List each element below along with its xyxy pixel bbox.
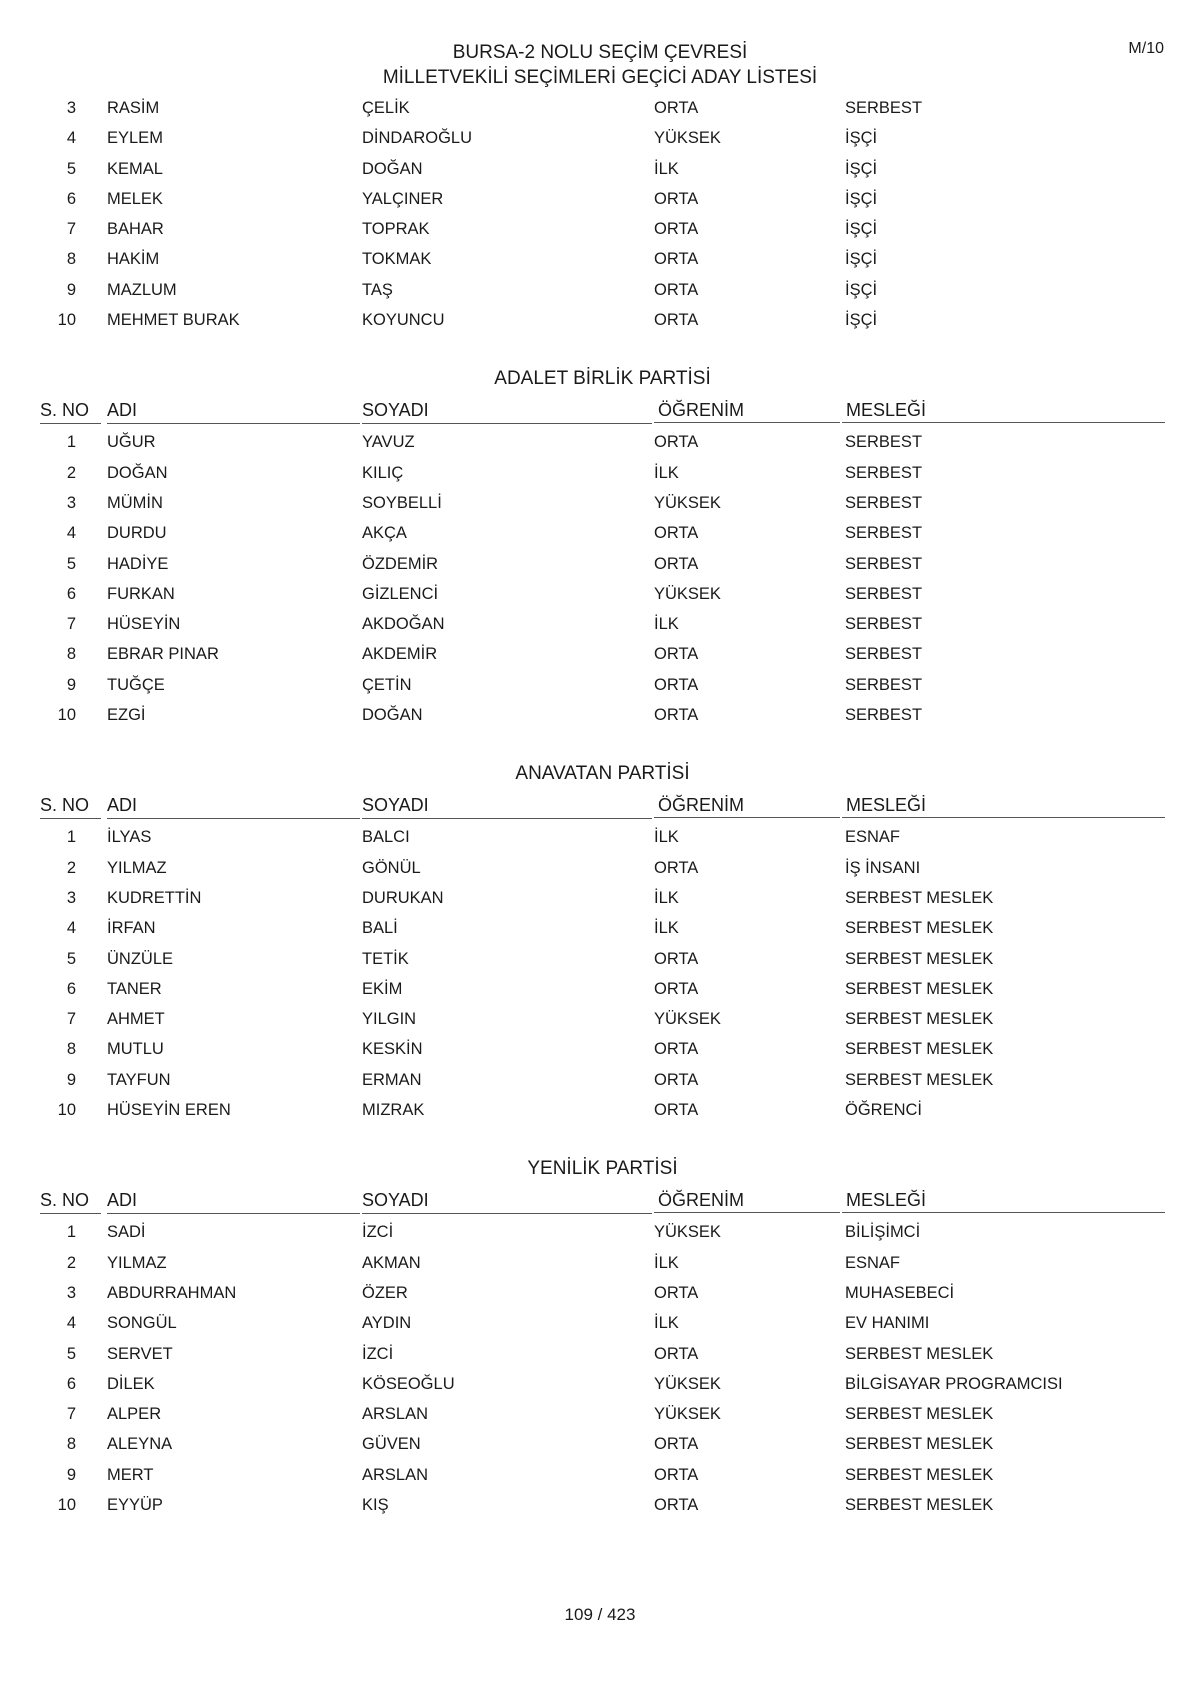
column-header-ad: ADI	[107, 1186, 360, 1214]
cell-meslek: EV HANIMI	[845, 1314, 930, 1333]
cell-soyad: İZCİ	[362, 1223, 394, 1242]
cell-soyad: İZCİ	[362, 1344, 394, 1363]
column-header-no: S. NO	[40, 791, 101, 819]
cell-no: 1	[66, 433, 76, 452]
cell-meslek: SERBEST MESLEK	[845, 949, 994, 968]
table-row	[40, 275, 1165, 305]
page-number: 109 / 423	[564, 1605, 636, 1624]
cell-meslek: İŞÇİ	[845, 129, 878, 148]
cell-ogrenim: İLK	[654, 888, 679, 907]
cell-ogrenim: ORTA	[654, 979, 699, 998]
cell-no: 3	[66, 99, 76, 117]
cell-ogrenim: ORTA	[654, 675, 699, 694]
cell-no: 7	[66, 615, 76, 634]
cell-no: 5	[66, 554, 76, 573]
cell-ad: ALEYNA	[107, 1435, 173, 1454]
cell-soyad: YAVUZ	[362, 433, 415, 452]
cell-ad: BAHAR	[107, 220, 164, 239]
candidate-list	[40, 93, 1165, 1520]
cell-no: 9	[66, 1465, 76, 1484]
cell-meslek: SERBEST	[845, 584, 923, 603]
cell-no: 9	[66, 1070, 76, 1089]
cell-no: 8	[66, 1435, 76, 1454]
cell-ogrenim: İLK	[654, 1314, 679, 1333]
cell-ogrenim: YÜKSEK	[654, 584, 721, 603]
cell-meslek: SERBEST MESLEK	[845, 1344, 994, 1363]
cell-meslek: İŞÇİ	[845, 159, 878, 178]
cell-ad: TUĞÇE	[107, 675, 165, 694]
cell-meslek: ESNAF	[845, 828, 901, 847]
cell-ad: EYYÜP	[107, 1495, 163, 1514]
table-row	[40, 488, 1165, 518]
cell-ad: HAKİM	[107, 250, 160, 269]
cell-meslek: MUHASEBECİ	[845, 1283, 955, 1302]
cell-no: 4	[66, 129, 76, 148]
table-row	[40, 1490, 1165, 1520]
cell-soyad: YALÇINER	[362, 189, 444, 208]
cell-meslek: SERBEST MESLEK	[845, 1435, 994, 1454]
cell-ogrenim: ORTA	[654, 1101, 699, 1120]
cell-ogrenim: ORTA	[654, 949, 699, 968]
cell-no: 3	[66, 1283, 76, 1302]
table-row	[40, 1399, 1165, 1429]
table-row	[40, 1278, 1165, 1308]
cell-soyad: ARSLAN	[362, 1405, 429, 1424]
column-header-soyad: SOYADI	[362, 1186, 652, 1214]
cell-no: 5	[66, 949, 76, 968]
table-row	[40, 1460, 1165, 1490]
table-row	[40, 1248, 1165, 1278]
cell-soyad: KESKİN	[362, 1040, 423, 1059]
cell-no: 3	[66, 493, 76, 512]
cell-ogrenim: ORTA	[654, 189, 699, 208]
cell-ad: DİLEK	[107, 1374, 155, 1393]
table-header	[40, 1186, 1165, 1217]
cell-meslek: SERBEST	[845, 524, 923, 543]
cell-meslek: SERBEST MESLEK	[845, 888, 994, 907]
table-row	[40, 1004, 1165, 1034]
cell-ogrenim: İLK	[654, 159, 679, 178]
cell-meslek: İŞ İNSANI	[845, 858, 921, 877]
cell-soyad: SOYBELLİ	[362, 493, 442, 512]
page-code: M/10	[1128, 40, 1164, 57]
cell-ogrenim: YÜKSEK	[654, 1374, 721, 1393]
table-row	[40, 670, 1165, 700]
cell-meslek: SERBEST	[845, 99, 923, 117]
cell-ad: İRFAN	[107, 919, 156, 938]
cell-ad: ÜNZÜLE	[107, 949, 174, 968]
table-row	[40, 853, 1165, 883]
table-row	[40, 609, 1165, 639]
cell-ad: ABDURRAHMAN	[107, 1283, 237, 1302]
cell-ad: ALPER	[107, 1405, 162, 1424]
cell-no: 7	[66, 1010, 76, 1029]
cell-no: 8	[66, 250, 76, 269]
cell-meslek: SERBEST MESLEK	[845, 1465, 994, 1484]
cell-ad: YILMAZ	[107, 1253, 167, 1272]
table-row	[40, 639, 1165, 669]
table-header	[40, 396, 1165, 427]
cell-soyad: BALİ	[362, 919, 398, 938]
cell-meslek: SERBEST MESLEK	[845, 1010, 994, 1029]
cell-meslek: SERBEST MESLEK	[845, 1040, 994, 1059]
table-row	[40, 883, 1165, 913]
table-row	[40, 305, 1165, 335]
cell-no: 8	[66, 645, 76, 664]
column-header-ogrenim: ÖĞRENİM	[654, 396, 840, 423]
cell-soyad: AKDOĞAN	[362, 615, 445, 634]
cell-no: 6	[66, 584, 76, 603]
cell-soyad: BALCI	[362, 828, 410, 847]
cell-soyad: DURUKAN	[362, 888, 444, 907]
cell-meslek: SERBEST	[845, 675, 923, 694]
cell-ogrenim: ORTA	[654, 706, 699, 725]
party-title: ANAVATAN PARTİSİ	[515, 763, 690, 785]
cell-no: 4	[66, 1314, 76, 1333]
cell-ad: SERVET	[107, 1344, 173, 1363]
cell-meslek: SERBEST MESLEK	[845, 1070, 994, 1089]
cell-soyad: DOĞAN	[362, 706, 423, 725]
cell-ogrenim: İLK	[654, 828, 679, 847]
table-row	[40, 1034, 1165, 1064]
cell-ad: İLYAS	[107, 828, 152, 847]
cell-no: 2	[66, 463, 76, 482]
cell-soyad: DOĞAN	[362, 159, 423, 178]
table-header	[40, 791, 1165, 822]
cell-ad: EBRAR PINAR	[107, 645, 219, 664]
cell-ogrenim: YÜKSEK	[654, 1010, 721, 1029]
table-row	[40, 518, 1165, 548]
column-header-no: S. NO	[40, 1186, 101, 1214]
document-title-line-2: MİLLETVEKİLİ SEÇİMLERİ GEÇİCİ ADAY LİSTESİ	[382, 67, 818, 88]
cell-no: 5	[66, 159, 76, 178]
cell-ad: MEHMET BURAK	[107, 311, 240, 330]
cell-ogrenim: ORTA	[654, 311, 699, 330]
cell-no: 10	[57, 1101, 76, 1120]
cell-soyad: KIŞ	[362, 1495, 389, 1514]
cell-ogrenim: YÜKSEK	[654, 493, 721, 512]
table-row	[40, 427, 1165, 457]
cell-no: 6	[66, 1374, 76, 1393]
column-header-ogrenim: ÖĞRENİM	[654, 791, 840, 818]
table-row	[40, 123, 1165, 153]
cell-ogrenim: YÜKSEK	[654, 1223, 721, 1242]
document-title-line-1: BURSA-2 NOLU SEÇİM ÇEVRESİ	[452, 42, 748, 63]
table-row	[40, 154, 1165, 184]
cell-meslek: SERBEST	[845, 706, 923, 725]
column-header-no: S. NO	[40, 396, 101, 424]
cell-soyad: KOYUNCU	[362, 311, 445, 330]
cell-soyad: EKİM	[362, 979, 403, 998]
cell-ogrenim: ORTA	[654, 1465, 699, 1484]
cell-no: 7	[66, 220, 76, 239]
cell-no: 5	[66, 1344, 76, 1363]
table-row	[40, 1217, 1165, 1247]
cell-soyad: TAŞ	[362, 280, 393, 299]
cell-ad: HADİYE	[107, 554, 169, 573]
cell-ogrenim: ORTA	[654, 220, 699, 239]
cell-meslek: İŞÇİ	[845, 220, 878, 239]
table-row	[40, 700, 1165, 730]
cell-ad: SADİ	[107, 1223, 146, 1242]
cell-soyad: GİZLENCİ	[362, 584, 439, 603]
cell-no: 4	[66, 524, 76, 543]
cell-ad: KEMAL	[107, 159, 163, 178]
cell-ad: DOĞAN	[107, 463, 168, 482]
table-row	[40, 214, 1165, 244]
cell-meslek: İŞÇİ	[845, 280, 878, 299]
cell-meslek: SERBEST	[845, 463, 923, 482]
cell-ogrenim: ORTA	[654, 1283, 699, 1302]
cell-ogrenim: ORTA	[654, 1435, 699, 1454]
cell-ad: DURDU	[107, 524, 167, 543]
cell-ad: MELEK	[107, 189, 163, 208]
column-header-ad: ADI	[107, 791, 360, 819]
cell-meslek: SERBEST	[845, 433, 923, 452]
cell-soyad: ÇETİN	[362, 675, 412, 694]
cell-soyad: DİNDAROĞLU	[362, 129, 473, 148]
cell-meslek: BİLİŞİMCİ	[845, 1223, 921, 1242]
table-row	[40, 1308, 1165, 1338]
cell-ad: EYLEM	[107, 129, 163, 148]
cell-meslek: SERBEST	[845, 554, 923, 573]
column-header-soyad: SOYADI	[362, 791, 652, 819]
cell-ogrenim: ORTA	[654, 250, 699, 269]
table-row	[40, 93, 1165, 123]
cell-meslek: SERBEST MESLEK	[845, 1495, 994, 1514]
cell-no: 2	[66, 1253, 76, 1272]
cell-no: 10	[57, 1495, 76, 1514]
table-row	[40, 913, 1165, 943]
cell-no: 10	[57, 706, 76, 725]
cell-ogrenim: İLK	[654, 615, 679, 634]
cell-ogrenim: ORTA	[654, 1070, 699, 1089]
cell-ogrenim: ORTA	[654, 858, 699, 877]
cell-no: 4	[66, 919, 76, 938]
cell-ad: MERT	[107, 1465, 154, 1484]
cell-ogrenim: YÜKSEK	[654, 1405, 721, 1424]
cell-soyad: ERMAN	[362, 1070, 422, 1089]
cell-ogrenim: ORTA	[654, 554, 699, 573]
cell-soyad: ÖZDEMİR	[362, 554, 439, 573]
cell-ad: RASİM	[107, 99, 160, 117]
table-row	[40, 1095, 1165, 1125]
column-header-meslek: MESLEĞİ	[842, 396, 1165, 423]
cell-ad: KUDRETTİN	[107, 888, 202, 907]
page-header	[0, 40, 1200, 90]
cell-no: 6	[66, 979, 76, 998]
cell-meslek: SERBEST MESLEK	[845, 1405, 994, 1424]
cell-no: 2	[66, 858, 76, 877]
cell-ad: SONGÜL	[107, 1314, 177, 1333]
cell-ad: MÜMİN	[107, 493, 163, 512]
cell-ogrenim: ORTA	[654, 1495, 699, 1514]
cell-ad: TAYFUN	[107, 1070, 171, 1089]
cell-meslek: İŞÇİ	[845, 189, 878, 208]
cell-ogrenim: ORTA	[654, 1344, 699, 1363]
cell-soyad: AYDIN	[362, 1314, 412, 1333]
cell-meslek: İŞÇİ	[845, 250, 878, 269]
column-header-soyad: SOYADI	[362, 396, 652, 424]
cell-soyad: YILGIN	[362, 1010, 417, 1029]
cell-soyad: GÜVEN	[362, 1435, 421, 1454]
cell-soyad: TETİK	[362, 949, 409, 968]
cell-ad: MUTLU	[107, 1040, 164, 1059]
cell-ad: TANER	[107, 979, 162, 998]
cell-meslek: İŞÇİ	[845, 311, 878, 330]
cell-soyad: AKÇA	[362, 524, 407, 543]
table-row	[40, 944, 1165, 974]
table-row	[40, 244, 1165, 274]
cell-soyad: TOKMAK	[362, 250, 432, 269]
cell-no: 6	[66, 189, 76, 208]
cell-no: 7	[66, 1405, 76, 1424]
cell-no: 3	[66, 888, 76, 907]
cell-ogrenim: ORTA	[654, 280, 699, 299]
cell-ad: FURKAN	[107, 584, 175, 603]
cell-ogrenim: ORTA	[654, 99, 699, 117]
cell-soyad: GÖNÜL	[362, 858, 421, 877]
cell-no: 1	[66, 828, 76, 847]
cell-soyad: MIZRAK	[362, 1101, 425, 1120]
cell-ogrenim: İLK	[654, 463, 679, 482]
cell-meslek: SERBEST	[845, 615, 923, 634]
party-title: YENİLİK PARTİSİ	[527, 1158, 678, 1180]
cell-ad: AHMET	[107, 1010, 165, 1029]
cell-no: 9	[66, 280, 76, 299]
table-row	[40, 974, 1165, 1004]
cell-soyad: TOPRAK	[362, 220, 430, 239]
cell-meslek: SERBEST MESLEK	[845, 919, 994, 938]
party-title: ADALET BİRLİK PARTİSİ	[494, 368, 711, 390]
cell-meslek: ÖĞRENCİ	[845, 1101, 923, 1120]
cell-meslek: SERBEST	[845, 493, 923, 512]
cell-ad: MAZLUM	[107, 280, 177, 299]
cell-ogrenim: İLK	[654, 919, 679, 938]
cell-ogrenim: ORTA	[654, 645, 699, 664]
cell-soyad: ÖZER	[362, 1283, 408, 1302]
table-row	[40, 1339, 1165, 1369]
column-header-ogrenim: ÖĞRENİM	[654, 1186, 840, 1213]
cell-no: 10	[57, 311, 76, 330]
cell-no: 8	[66, 1040, 76, 1059]
cell-ogrenim: ORTA	[654, 433, 699, 452]
cell-no: 1	[66, 1223, 76, 1242]
table-row	[40, 822, 1165, 852]
cell-no: 9	[66, 675, 76, 694]
table-row	[40, 184, 1165, 214]
cell-ogrenim: İLK	[654, 1253, 679, 1272]
cell-soyad: KILIÇ	[362, 463, 404, 482]
cell-meslek: BİLGİSAYAR PROGRAMCISI	[845, 1374, 1063, 1393]
table-row	[40, 579, 1165, 609]
cell-soyad: KÖSEOĞLU	[362, 1374, 455, 1393]
cell-ad: HÜSEYİN EREN	[107, 1101, 231, 1120]
cell-ad: HÜSEYİN	[107, 615, 181, 634]
cell-soyad: AKDEMİR	[362, 645, 438, 664]
cell-soyad: ARSLAN	[362, 1465, 429, 1484]
cell-ogrenim: YÜKSEK	[654, 129, 721, 148]
table-row	[40, 1429, 1165, 1459]
cell-meslek: SERBEST	[845, 645, 923, 664]
cell-ogrenim: ORTA	[654, 524, 699, 543]
cell-meslek: SERBEST MESLEK	[845, 979, 994, 998]
cell-ad: YILMAZ	[107, 858, 167, 877]
cell-ad: UĞUR	[107, 433, 156, 452]
cell-ad: EZGİ	[107, 706, 146, 725]
column-header-meslek: MESLEĞİ	[842, 791, 1165, 818]
table-row	[40, 1369, 1165, 1399]
table-row	[40, 458, 1165, 488]
cell-soyad: ÇELİK	[362, 99, 410, 117]
table-row	[40, 1065, 1165, 1095]
cell-ogrenim: ORTA	[654, 1040, 699, 1059]
cell-soyad: AKMAN	[362, 1253, 421, 1272]
column-header-ad: ADI	[107, 396, 360, 424]
cell-meslek: ESNAF	[845, 1253, 901, 1272]
column-header-meslek: MESLEĞİ	[842, 1186, 1165, 1213]
table-row	[40, 549, 1165, 579]
